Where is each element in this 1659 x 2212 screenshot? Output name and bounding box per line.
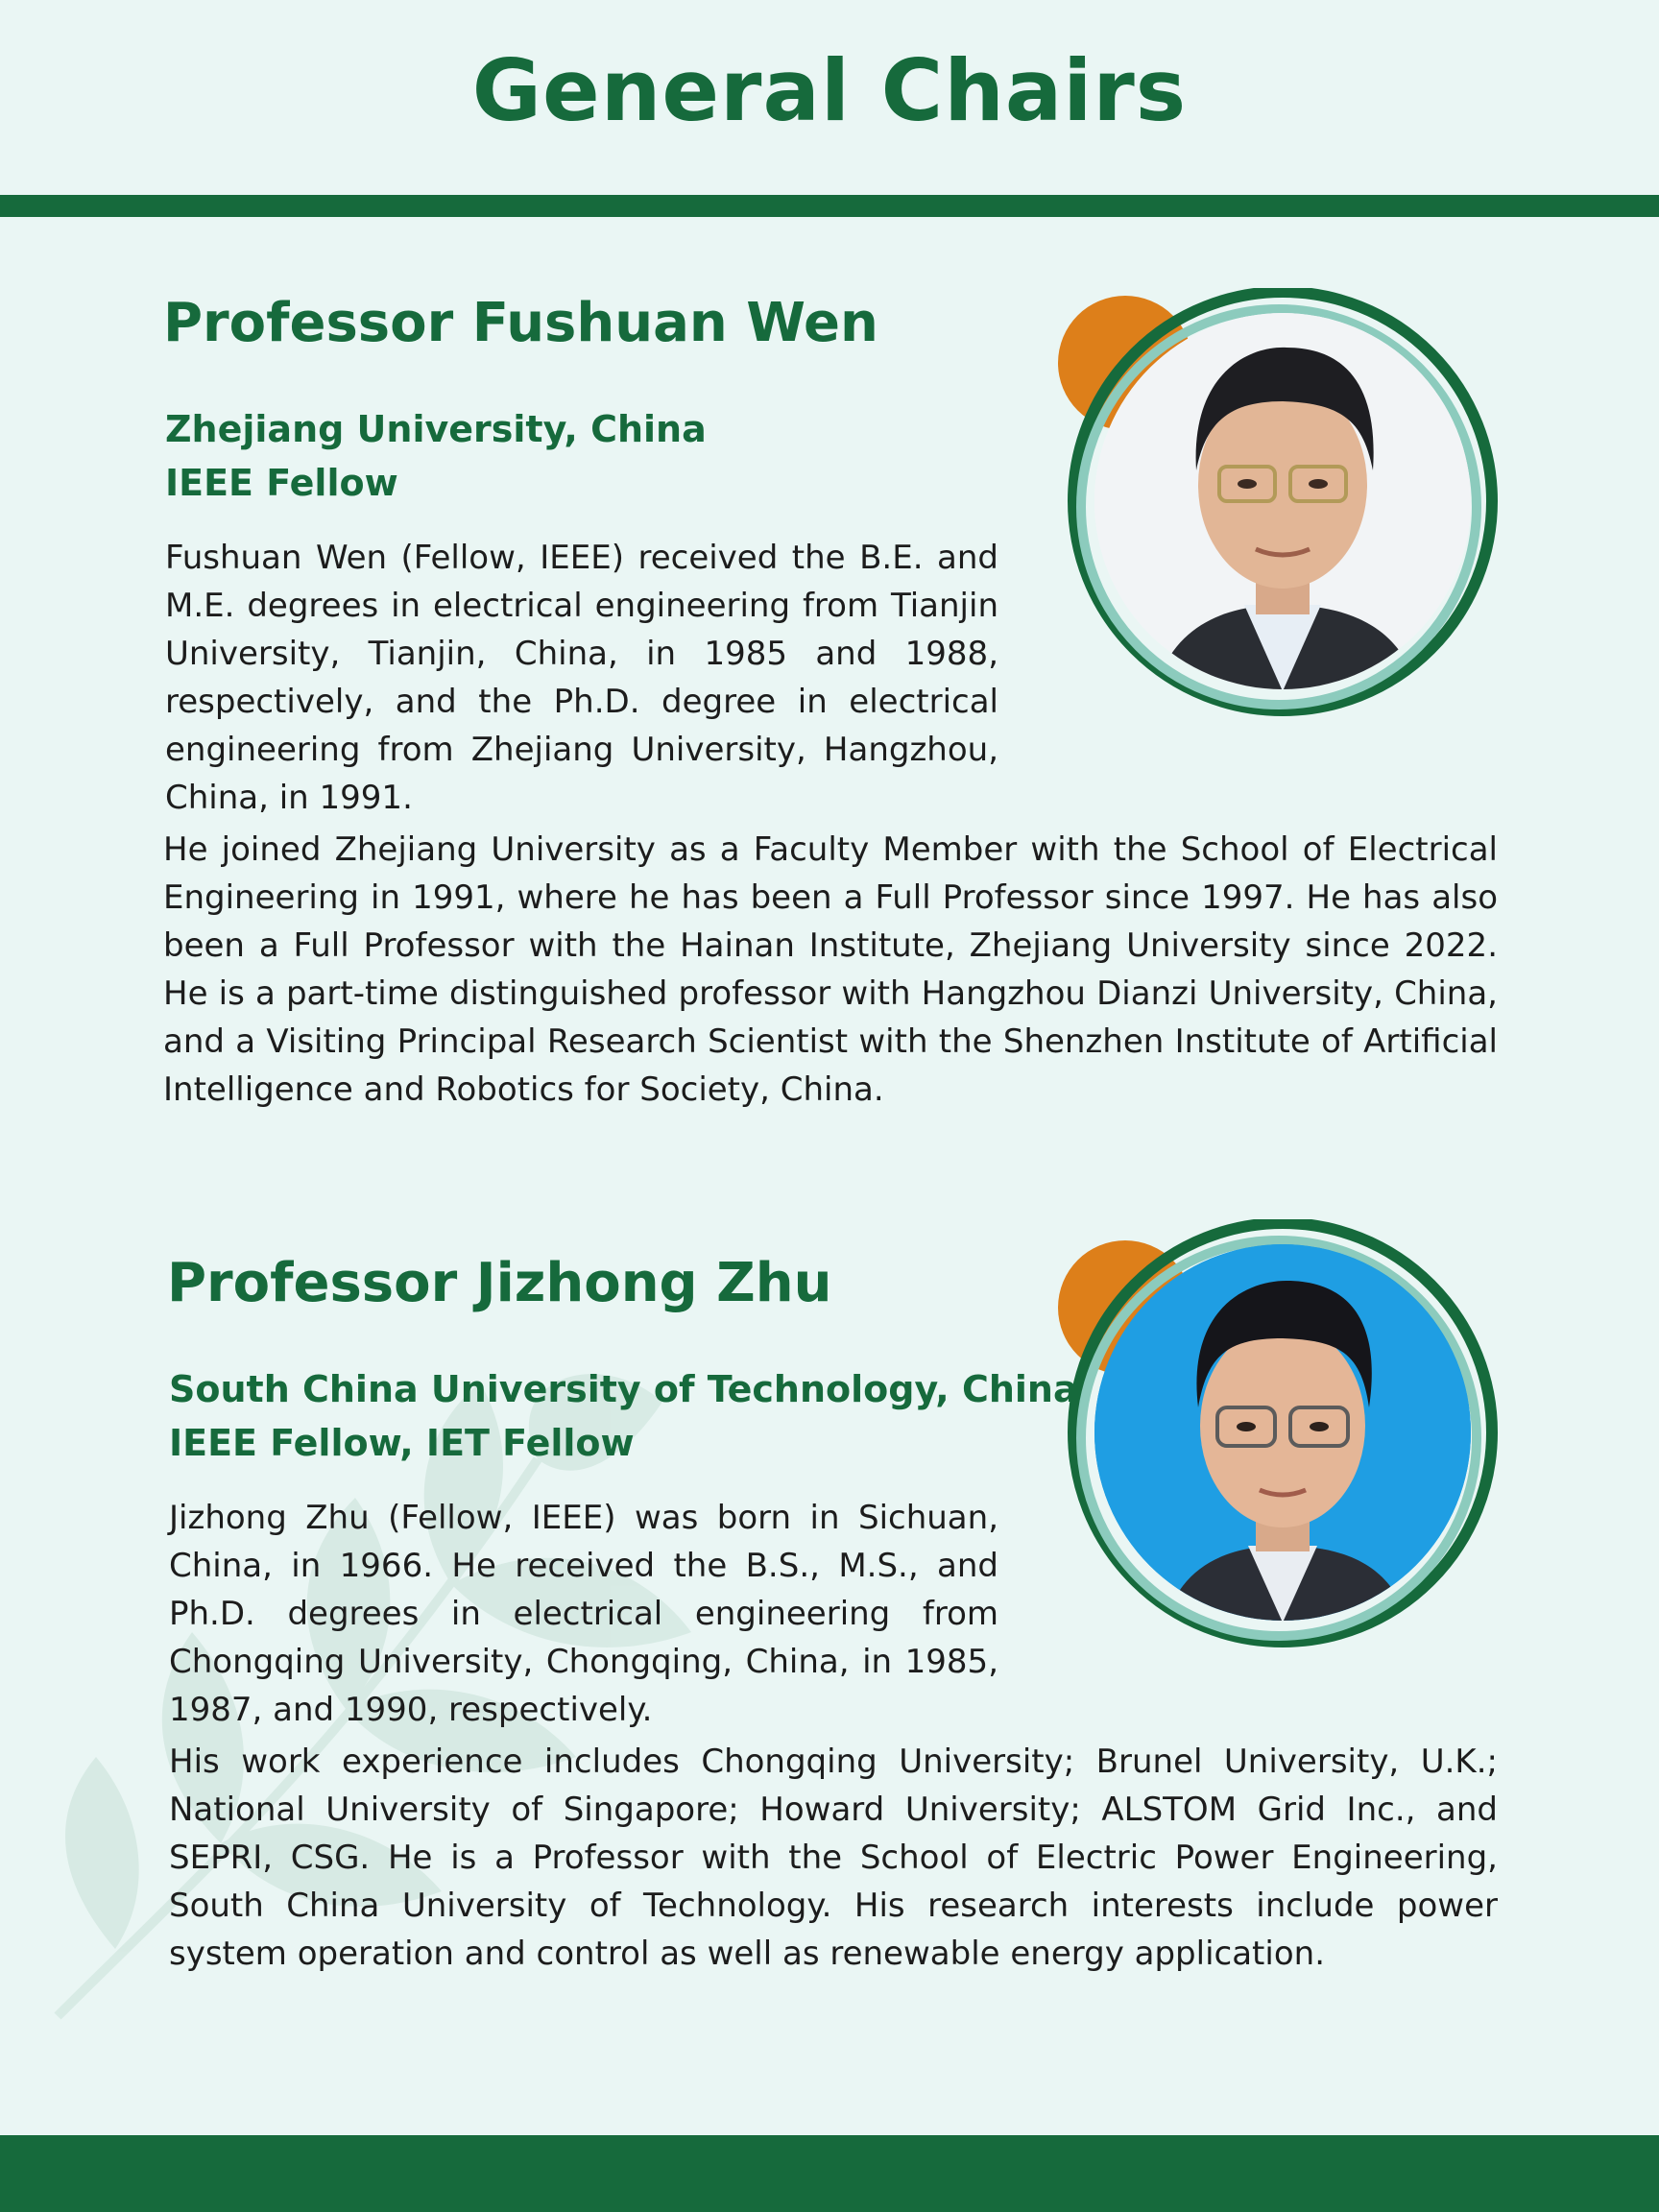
profile-fellowship: IEEE Fellow	[165, 462, 398, 504]
footer-band	[0, 2135, 1659, 2212]
page-title: General Chairs	[471, 41, 1188, 140]
profile-bio-career: His work experience includes Chongqing University; Brunel University, U.K.; National University of Singapore; Howard University; ALSTOM Grid Inc., and SEPRI, CSG. He is a Professor with the School of Electric Power Engineering, South China University of Technology. His research interests include power system operation and control as well as renewable energy application.	[169, 1743, 1498, 1973]
profile-name: Professor Jizhong Zhu	[167, 1252, 832, 1314]
profile-affiliation: Zhejiang University, China	[165, 408, 707, 450]
portrait-photo	[1056, 288, 1498, 730]
portrait-photo	[1056, 1219, 1498, 1661]
profile-bio-career: He joined Zhejiang University as a Faculty Member with the School of Electrical Engineering in 1991, where he has been a Full Professor since 1997. He has also been a Full Professor with the Hainan Institute, Zhejiang University since 2022. He is a part-time distinguished professor with Hangzhou Dianzi University, China, and a Visiting Principal Research Scientist with the Shenzhen Institute of Artificial Intelligence and Robotics for Society, China.	[163, 830, 1498, 1109]
profile-fellowship: IEEE Fellow, IET Fellow	[169, 1422, 635, 1464]
profile-name: Professor Fushuan Wen	[163, 292, 878, 354]
header-divider	[0, 195, 1659, 217]
profile-bio-intro: Fushuan Wen (Fellow, IEEE) received the B.E. and M.E. degrees in electrical engineering from Tianjin University, Tianjin, China, in 1985 and 1988, respectively, and the Ph.D. degree in electrical engineering from Zhejiang University, Hangzhou, China, in 1991.	[165, 539, 998, 817]
profile-affiliation: South China University of Technology, China	[169, 1368, 1078, 1410]
profile-bio-intro: Jizhong Zhu (Fellow, IEEE) was born in Sichuan, China, in 1966. He received the B.S., M.S., and Ph.D. degrees in electrical engineering from Chongqing University, Chongqing, China, in 1985, 1987, and 1990, respectively.	[169, 1499, 998, 1729]
